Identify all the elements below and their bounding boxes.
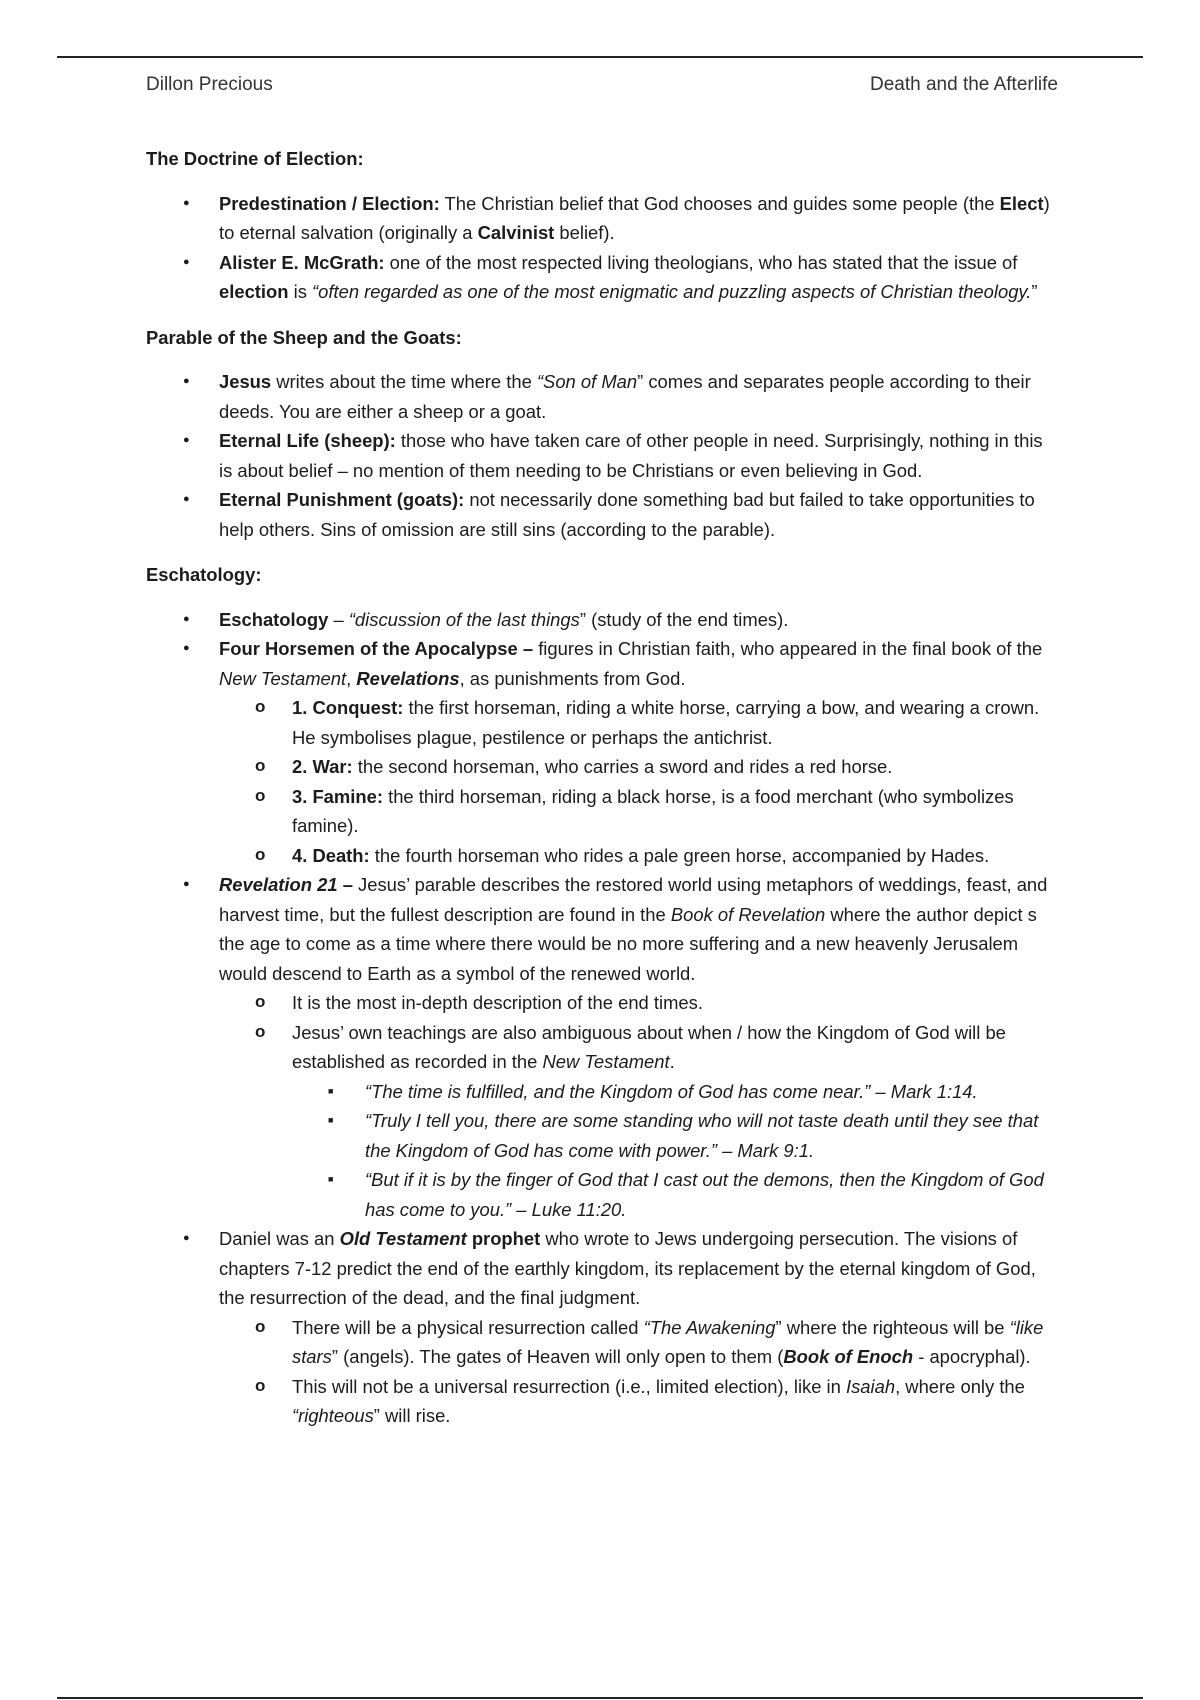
gospel-quotes-list xyxy=(292,1077,1058,1225)
election-list xyxy=(146,189,1058,307)
horsemen-sublist xyxy=(219,693,1058,870)
list-item-eternal-life: ● Eternal Life (sheep): those who have taken care of other people in need. Surprisingly, nothing in this is about belief – no mention of them needing to be Christians or even believing in God. xyxy=(146,426,1058,485)
document-title: Death and the Afterlife xyxy=(869,74,1058,95)
list-item-eschatology-definition: ● Eschatology – “discussion of the last things” (study of the end times). xyxy=(146,605,1058,635)
header-rule xyxy=(57,56,1143,58)
page-header xyxy=(146,74,1058,96)
daniel-sublist xyxy=(219,1313,1058,1431)
footer-rule xyxy=(57,1697,1143,1699)
list-item-conquest: o 1. Conquest: the first horseman, riding a white horse, carrying a bow, and wearing a crown. He symbolises plague, pestilence or perhaps the antichrist. xyxy=(219,693,1058,752)
revelation-sublist xyxy=(219,988,1058,1224)
document-body xyxy=(146,144,1058,1447)
quote-luke-11-20: ■ “But if it is by the finger of God that I cast out the demons, then the Kingdom of God has come to you.” – Luke 11:20. xyxy=(292,1165,1058,1224)
list-item-four-horsemen: ● Four Horsemen of the Apocalypse – figures in Christian faith, who appeared in the final book of the New Testament, Revelations, as punishments from God. o 1. Conquest: the first horseman, riding a white horse, carrying a bow, and wearing a crown. He symbolises plague, pestilence or perhaps the antichrist. o 2. War: the second horseman, who carries a sword and rides a red horse. o 3. Famine: the third horseman, riding a black horse, is a food merchant (who symbolizes famine). o 4. Death: the fourth horseman who rides a pale green horse, accompanied by Hades. xyxy=(146,634,1058,870)
list-item-death: o 4. Death: the fourth horseman who rides a pale green horse, accompanied by Hades. xyxy=(219,841,1058,871)
list-item-revelation-21: ● Revelation 21 – Jesus’ parable describes the restored world using metaphors of weddings, feast, and harvest time, but the fullest description are found in the Book of Revelation where the author depict s the age to come as a time where there would be no more suffering and a new heavenly Jerusalem would descend to Earth as a symbol of the renewed world. o It is the most in-depth description of the end times. o Jesus’ own teachings are also ambiguous about when / how the Kingdom of God will be established as recorded in the New Testament. ■ “The time is fulfilled, and the Kingdom of God has come near.” – Mark 1:14. ■ “Truly I tell you, there are some standing who will not taste death until they see that the Kingdom of God has come with power.” – Mark 9:1. ■ “But if it is by the finger of God that I cast out the demons, then the Kingdom of God has come to you.” – Luke 11:20. xyxy=(146,870,1058,1224)
eschatology-list xyxy=(146,605,1058,1431)
list-item-war: o 2. War: the second horseman, who carries a sword and rides a red horse. xyxy=(219,752,1058,782)
list-item-daniel: ● Daniel was an Old Testament prophet who wrote to Jews undergoing persecution. The visions of chapters 7-12 predict the end of the earthly kingdom, its replacement by the eternal kingdom of God, the resurrection of the dead, and the final judgment. o There will be a physical resurrection called “The Awakening” where the righteous will be “like stars” (angels). The gates of Heaven will only open to them (Book of Enoch - apocryphal). o This will not be a universal resurrection (i.e., limited election), like in Isaiah, where only the “righteous” will rise. xyxy=(146,1224,1058,1431)
list-item-in-depth: o It is the most in-depth description of the end times. xyxy=(219,988,1058,1018)
list-item-predestination: ● Predestination / Election: The Christian belief that God chooses and guides some people (the Elect) to eternal salvation (originally a Calvinist belief). xyxy=(146,189,1058,248)
author-name: Dillon Precious xyxy=(146,74,273,95)
list-item-mcgrath: ● Alister E. McGrath: one of the most respected living theologians, who has stated that the issue of election is “often regarded as one of the most enigmatic and puzzling aspects of Christian theology.” xyxy=(146,248,1058,307)
list-item-ambiguous-teachings: o Jesus’ own teachings are also ambiguous about when / how the Kingdom of God will be established as recorded in the New Testament. ■ “The time is fulfilled, and the Kingdom of God has come near.” – Mark 1:14. ■ “Truly I tell you, there are some standing who will not taste death until they see that the Kingdom of God has come with power.” – Mark 9:1. ■ “But if it is by the finger of God that I cast out the demons, then the Kingdom of God has come to you.” – Luke 11:20. xyxy=(219,1018,1058,1225)
list-item-jesus: ● Jesus writes about the time where the “Son of Man” comes and separates people according to their deeds. You are either a sheep or a goat. xyxy=(146,367,1058,426)
parable-list xyxy=(146,367,1058,544)
list-item-the-awakening: o There will be a physical resurrection called “The Awakening” where the righteous will be “like stars” (angels). The gates of Heaven will only open to them (Book of Enoch - apocryphal). xyxy=(219,1313,1058,1372)
quote-mark-9-1: ■ “Truly I tell you, there are some standing who will not taste death until they see that the Kingdom of God has come with power.” – Mark 9:1. xyxy=(292,1106,1058,1165)
quote-mark-1-14: ■ “The time is fulfilled, and the Kingdom of God has come near.” – Mark 1:14. xyxy=(292,1077,1058,1107)
heading-doctrine-of-election: The Doctrine of Election: xyxy=(146,148,364,169)
list-item-eternal-punishment: ● Eternal Punishment (goats): not necessarily done something bad but failed to take opportunities to help others. Sins of omission are still sins (according to the parable). xyxy=(146,485,1058,544)
list-item-famine: o 3. Famine: the third horseman, riding a black horse, is a food merchant (who symbolizes famine). xyxy=(219,782,1058,841)
heading-parable-sheep-goats: Parable of the Sheep and the Goats: xyxy=(146,326,462,348)
heading-eschatology: Eschatology: xyxy=(146,564,262,585)
list-item-limited-resurrection: o This will not be a universal resurrection (i.e., limited election), like in Isaiah, where only the “righteous” will rise. xyxy=(219,1372,1058,1431)
